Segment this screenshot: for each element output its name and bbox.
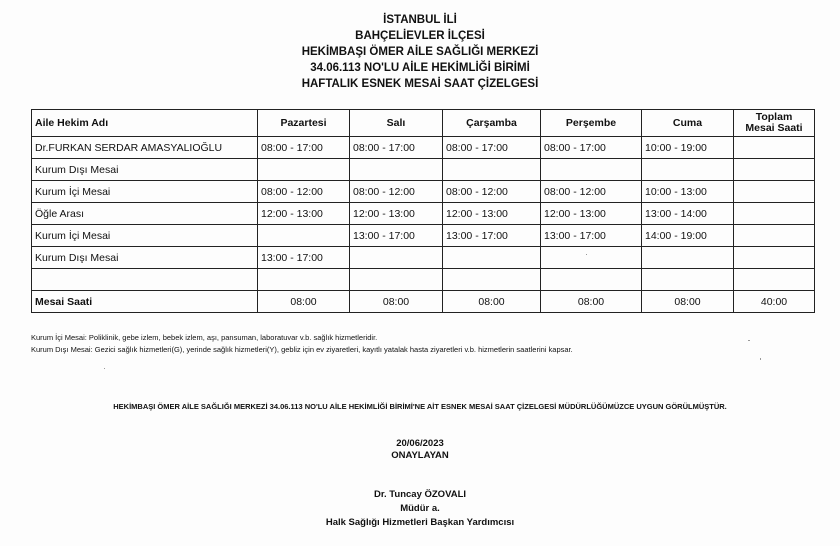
header-wednesday: Çarşamba <box>443 110 541 137</box>
signatory-position: Halk Sağlığı Hizmetleri Başkan Yardımcısı <box>325 517 515 528</box>
table-row <box>32 203 815 225</box>
signature-block <box>0 488 840 530</box>
row-label: Öğle Arası <box>32 203 258 225</box>
footer-total: 40:00 <box>734 291 815 313</box>
scan-speck <box>586 254 587 255</box>
cell-tuesday: 08:00 - 12:00 <box>350 181 443 203</box>
scan-speck <box>104 368 105 369</box>
cell-wednesday <box>443 247 541 269</box>
note-external: Kurum Dışı Mesai: Gezici sağlık hizmetleri(G), yerinde sağlık hizmetleri(Y), gebliz için ev ziyaretleri, kayıtlı yatalak hasta ziyaretleri v.b. hizmetlerin saatlerini kapsar. <box>31 345 573 354</box>
table-footer-row <box>32 291 815 313</box>
footer-monday: 08:00 <box>258 291 350 313</box>
cell-wednesday: 08:00 - 17:00 <box>443 137 541 159</box>
cell-tuesday <box>350 159 443 181</box>
table-row <box>32 159 815 181</box>
table-row <box>32 269 815 291</box>
header-unit-name: 34.06.113 NO'LU AİLE HEKİMLİĞİ BİRİMİ <box>310 62 530 74</box>
cell-thursday <box>541 247 642 269</box>
header-doctor-name: Aile Hekim Adı <box>32 110 258 137</box>
approval-statement: HEKİMBAŞI ÖMER AİLE SAĞLIĞI MERKEZİ 34.06.113 NO'LU AİLE HEKİMLİĞİ BİRİMİ'NE AİT ESNEK MESAİ SAAT ÇİZELGESİ MÜDÜRLÜĞÜMÜZCE UYGUN GÖRÜLMÜŞTÜR. <box>113 402 727 411</box>
footer-label: Mesai Saati <box>32 291 258 313</box>
cell-monday: 12:00 - 13:00 <box>258 203 350 225</box>
cell-tuesday: 12:00 - 13:00 <box>350 203 443 225</box>
cell-wednesday: 13:00 - 17:00 <box>443 225 541 247</box>
table-row <box>32 225 815 247</box>
approval-block <box>0 438 840 462</box>
note-internal: Kurum İçi Mesai: Poliklinik, gebe izlem, bebek izlem, aşı, pansuman, laboratuvar v.b. sağlık hizmetleridir. <box>31 333 378 342</box>
header-monday: Pazartesi <box>258 110 350 137</box>
cell-thursday <box>541 269 642 291</box>
table-row <box>32 247 815 269</box>
cell-thursday: 12:00 - 13:00 <box>541 203 642 225</box>
cell-total <box>734 247 815 269</box>
cell-friday <box>642 269 734 291</box>
row-label: Kurum İçi Mesai <box>32 181 258 203</box>
header-center-name: HEKİMBAŞI ÖMER AİLE SAĞLIĞI MERKEZİ <box>301 46 539 58</box>
row-label <box>32 269 258 291</box>
cell-tuesday: 08:00 - 17:00 <box>350 137 443 159</box>
table-header-row <box>32 110 815 137</box>
cell-wednesday: 08:00 - 12:00 <box>443 181 541 203</box>
row-label: Kurum Dışı Mesai <box>32 159 258 181</box>
cell-friday: 14:00 - 19:00 <box>642 225 734 247</box>
cell-friday <box>642 159 734 181</box>
cell-monday <box>258 225 350 247</box>
document-header <box>0 12 840 92</box>
cell-monday: 08:00 - 12:00 <box>258 181 350 203</box>
cell-wednesday <box>443 269 541 291</box>
table-row <box>32 137 815 159</box>
cell-friday: 10:00 - 13:00 <box>642 181 734 203</box>
signatory-role: Müdür a. <box>400 503 440 514</box>
cell-tuesday: 13:00 - 17:00 <box>350 225 443 247</box>
cell-friday: 13:00 - 14:00 <box>642 203 734 225</box>
notes <box>31 332 573 356</box>
row-label: Kurum İçi Mesai <box>32 225 258 247</box>
header-province: İSTANBUL İLİ <box>383 14 457 26</box>
footer-tuesday: 08:00 <box>350 291 443 313</box>
footer-thursday: 08:00 <box>541 291 642 313</box>
cell-tuesday <box>350 247 443 269</box>
cell-tuesday <box>350 269 443 291</box>
cell-wednesday <box>443 159 541 181</box>
header-total-hours <box>734 110 815 137</box>
cell-total <box>734 225 815 247</box>
cell-total <box>734 137 815 159</box>
cell-friday: 10:00 - 19:00 <box>642 137 734 159</box>
cell-total <box>734 159 815 181</box>
header-total-line2: Mesai Saati <box>745 122 803 134</box>
scan-speck <box>760 358 761 360</box>
cell-friday <box>642 247 734 269</box>
approval-date: 20/06/2023 <box>396 438 444 449</box>
cell-thursday: 08:00 - 12:00 <box>541 181 642 203</box>
row-label: Dr.FURKAN SERDAR AMASYALIOĞLU <box>32 137 258 159</box>
cell-total <box>734 181 815 203</box>
header-thursday: Perşembe <box>541 110 642 137</box>
header-tuesday: Salı <box>350 110 443 137</box>
row-label: Kurum Dışı Mesai <box>32 247 258 269</box>
cell-monday <box>258 269 350 291</box>
cell-monday <box>258 159 350 181</box>
header-total-line1: Toplam <box>755 111 793 123</box>
table-row <box>32 181 815 203</box>
cell-wednesday: 12:00 - 13:00 <box>443 203 541 225</box>
scan-speck <box>748 340 750 341</box>
header-friday: Cuma <box>642 110 734 137</box>
footer-wednesday: 08:00 <box>443 291 541 313</box>
cell-thursday: 08:00 - 17:00 <box>541 137 642 159</box>
schedule-table <box>31 109 815 313</box>
footer-friday: 08:00 <box>642 291 734 313</box>
cell-monday: 08:00 - 17:00 <box>258 137 350 159</box>
cell-thursday <box>541 159 642 181</box>
cell-total <box>734 269 815 291</box>
cell-total <box>734 203 815 225</box>
header-document-title: HAFTALIK ESNEK MESAİ SAAT ÇİZELGESİ <box>301 78 539 90</box>
approver-title: ONAYLAYAN <box>391 450 449 461</box>
signatory-name: Dr. Tuncay ÖZOVALI <box>373 489 467 500</box>
cell-monday: 13:00 - 17:00 <box>258 247 350 269</box>
cell-thursday: 13:00 - 17:00 <box>541 225 642 247</box>
header-district: BAHÇELİEVLER İLÇESİ <box>355 30 485 42</box>
